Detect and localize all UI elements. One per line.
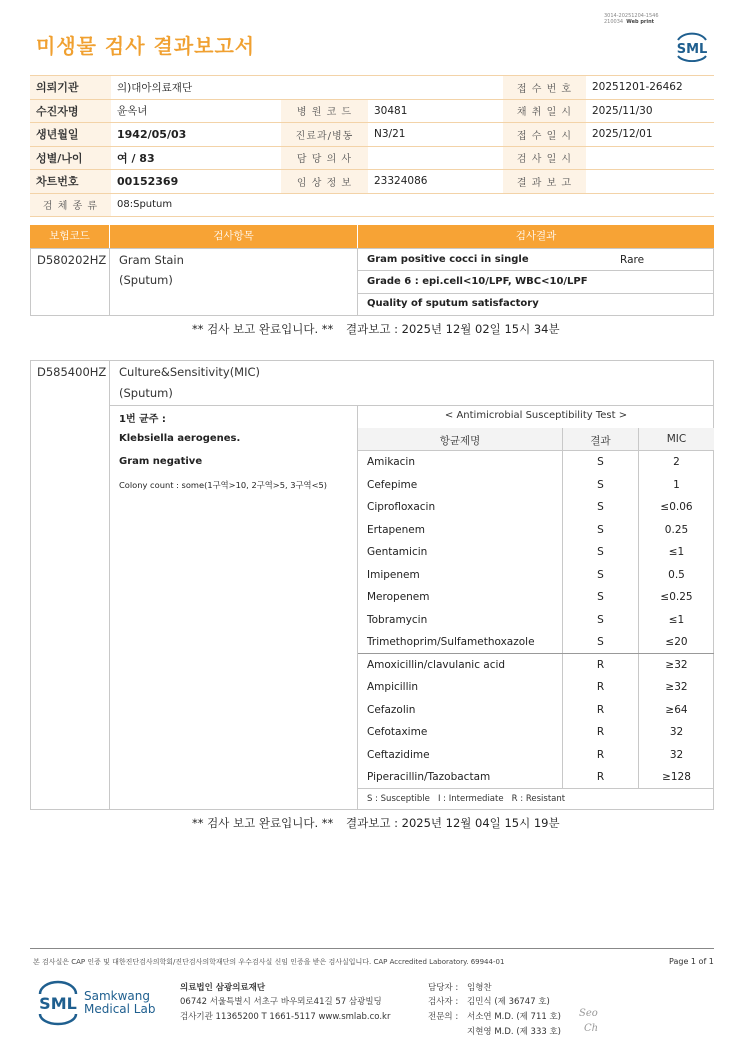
value-birth-date: 1942/05/03	[111, 123, 281, 147]
ast-result: R	[596, 681, 605, 693]
label-chart-no: 차트번호	[30, 170, 111, 194]
label-report-date: 결 과 보 고	[503, 170, 586, 194]
staff-value-3: 서소연 M.D. (제 711 호)	[467, 1012, 562, 1022]
staff-label-3: 전문의 :	[428, 1012, 459, 1022]
value-clinical-info: 23324086	[368, 170, 503, 194]
gram-specimen: (Sputum)	[119, 273, 173, 287]
page-number: Page 1 of 1	[669, 957, 714, 966]
ast-drug-name: Cefepime	[367, 478, 418, 491]
info-row	[30, 76, 714, 100]
ast-drug-name: Tobramycin	[367, 613, 428, 626]
ast-drug-name: Ampicillin	[367, 681, 419, 693]
footer-divider	[30, 948, 714, 949]
org-address: 06742 서울특별시 서초구 바우뫼로41길 57 삼광빌딩	[180, 997, 382, 1007]
label-requester: 의뢰기관	[30, 76, 111, 100]
ast-mic: ≥128	[662, 771, 691, 783]
divider	[358, 450, 714, 451]
label-sex-age: 성별/나이	[30, 146, 111, 170]
ast-drug-name: Ertapenem	[367, 523, 425, 536]
ast-result: S	[597, 456, 604, 468]
ast-header-mic: MIC	[666, 433, 687, 445]
ast-result: S	[597, 636, 604, 648]
ast-mic: 0.5	[668, 568, 685, 581]
label-test-date: 검 사 일 시	[503, 146, 586, 170]
ast-drug-name: Amikacin	[367, 456, 416, 468]
info-row	[30, 193, 714, 217]
ast-drug-name: Cefazolin	[367, 703, 416, 716]
column-header-code: 보험코드	[30, 225, 109, 248]
label-accession-no: 접 수 번 호	[503, 76, 586, 100]
value-department: N3/21	[368, 123, 503, 147]
culture-specimen: (Sputum)	[119, 386, 173, 400]
svg-text:SML: SML	[676, 42, 708, 57]
ast-drug-name: Amoxicillin/clavulanic acid	[367, 658, 506, 671]
divider	[357, 405, 358, 810]
gram-code: D580202HZ	[37, 253, 107, 267]
divider	[109, 360, 110, 810]
ast-mic: 2	[673, 456, 680, 468]
gram-test-name: Gram Stain	[119, 253, 184, 267]
gram-report-time: 결과보고 : 2025년 12월 02일 15시 34분	[346, 322, 560, 336]
ast-drug-name: Imipenem	[367, 568, 420, 581]
value-collection-date: 2025/11/30	[586, 99, 714, 123]
value-chart-no: 00152369	[111, 170, 281, 194]
label-clinical-info: 임 상 정 보	[281, 170, 368, 194]
org-name: 의료법인 삼광의료재단	[180, 983, 266, 993]
column-header-item: 검사항목	[110, 225, 357, 248]
label-patient-name: 수진자명	[30, 99, 111, 123]
ast-mic: 1	[673, 478, 680, 491]
gram-result-2: Grade 6 : epi.cell<10/LPF, WBC<10/LPF	[367, 276, 588, 287]
organism-name: Klebsiella aerogenes.	[119, 433, 241, 444]
signature-1: Seo	[579, 1008, 598, 1019]
label-physician: 담 당 의 사	[281, 146, 368, 170]
samkwang-logo-icon	[36, 978, 80, 1026]
signature-2: Ch	[584, 1023, 599, 1034]
ast-result: S	[597, 568, 604, 581]
ast-mic: 32	[669, 748, 684, 761]
culture-report-time: 결과보고 : 2025년 12월 04일 15시 19분	[346, 816, 560, 830]
ast-header-result: 결과	[590, 435, 611, 447]
info-row	[30, 170, 714, 194]
culture-test-name: Culture&Sensitivity(MIC)	[119, 365, 261, 379]
ast-result: S	[597, 501, 604, 513]
label-received-date: 접 수 일 시	[503, 123, 586, 147]
value-hospital-code: 30481	[368, 99, 503, 123]
divider	[358, 788, 714, 789]
gram-done-message: ** 검사 보고 완료입니다. **	[192, 322, 334, 336]
gram-type: Gram negative	[119, 456, 203, 467]
ast-drug-name: Ceftazidime	[367, 748, 430, 761]
column-header-result: 검사결과	[358, 225, 714, 248]
value-accession-no: 20251201-26462	[586, 76, 714, 100]
ast-mic: ≤0.25	[660, 591, 693, 603]
svg-text:SML: SML	[39, 994, 77, 1013]
label-specimen-type: 검 체 종 류	[30, 193, 111, 217]
value-report-date	[586, 170, 714, 194]
ast-result: S	[597, 523, 604, 536]
info-row	[30, 99, 714, 123]
report-title: 미생물 검사 결과보고서	[36, 34, 256, 58]
ast-result: R	[596, 726, 605, 738]
ast-legend: S : Susceptible I : Intermediate R : Resistant	[367, 794, 566, 804]
staff-value-2: 김민식 (제 36747 호)	[467, 997, 550, 1007]
ast-drug-name: Piperacillin/Tazobactam	[367, 771, 491, 783]
ast-mic: ≤20	[665, 636, 688, 648]
company-name: Samkwang Medical Lab	[84, 989, 156, 1016]
staff-value-1: 임형찬	[467, 983, 492, 993]
value-test-date	[586, 146, 714, 170]
value-patient-name: 윤옥녀	[111, 99, 281, 123]
gram-result-1-grade: Rare	[620, 254, 645, 266]
divider	[109, 248, 110, 316]
ast-header-drug: 항균제명	[439, 435, 481, 447]
divider	[357, 248, 358, 316]
accreditation-note: 본 검사실은 CAP 인증 및 대한진단검사의학회/진단검사의학재단의 우수검사실 신임 인증을 받은 검사실입니다. CAP Accredited Laboratory. 69944-01	[33, 958, 505, 966]
label-collection-date: 채 취 일 시	[503, 99, 586, 123]
divider	[358, 653, 714, 654]
ast-drug-name: Cefotaxime	[367, 726, 428, 738]
sml-logo-icon	[672, 28, 712, 62]
gram-result-3: Quality of sputum satisfactory	[367, 298, 539, 309]
gram-result-1: Gram positive cocci in single	[367, 254, 529, 265]
ast-result: S	[597, 591, 604, 603]
value-physician	[368, 146, 503, 170]
ast-mic: 0.25	[664, 523, 689, 536]
ast-drug-name: Gentamicin	[367, 546, 428, 558]
label-department: 진료과/병동	[281, 123, 368, 147]
divider	[358, 293, 714, 294]
ast-result: R	[596, 748, 605, 761]
staff-label-1: 담당자 :	[428, 983, 459, 993]
ast-result: R	[596, 658, 605, 671]
value-received-date: 2025/12/01	[586, 123, 714, 147]
print-id: 3014-20251204-1546 210034 Web print	[604, 13, 659, 25]
ast-result: S	[597, 613, 604, 626]
ast-result: S	[597, 546, 604, 558]
ast-result: R	[596, 771, 605, 783]
staff-label-2: 검사자 :	[428, 997, 459, 1007]
culture-done-message: ** 검사 보고 완료입니다. **	[192, 816, 334, 830]
ast-mic: ≤0.06	[660, 501, 693, 513]
culture-code: D585400HZ	[37, 365, 107, 379]
ast-result: R	[596, 703, 605, 716]
ast-drug-name: Trimethoprim/Sulfamethoxazole	[367, 636, 535, 648]
org-contact: 검사기관 11365200 T 1661-5117 www.smlab.co.kr	[180, 1012, 391, 1022]
ast-mic: ≥32	[665, 658, 688, 671]
divider	[358, 270, 714, 271]
info-row	[30, 123, 714, 147]
colony-count: Colony count : some(1구역>10, 2구역>5, 3구역<5)	[119, 480, 328, 490]
value-specimen-type: 08:Sputum	[111, 193, 714, 217]
ast-drug-name: Meropenem	[367, 591, 430, 603]
label-birth-date: 생년월일	[30, 123, 111, 147]
ast-mic: ≤1	[668, 613, 685, 626]
value-requester: 의)대아의료재단	[111, 76, 503, 100]
ast-title: < Antimicrobial Susceptibility Test >	[444, 410, 628, 421]
divider	[110, 405, 714, 406]
info-row	[30, 146, 714, 170]
label-hospital-code: 병 원 코 드	[281, 99, 368, 123]
ast-result: S	[597, 478, 604, 491]
ast-mic: 32	[669, 726, 684, 738]
staff-value-4: 지현영 M.D. (제 333 호)	[467, 1027, 562, 1037]
strain-label: 1번 균주 :	[119, 414, 166, 425]
ast-drug-name: Ciprofloxacin	[367, 501, 436, 513]
patient-info-table	[30, 75, 714, 217]
ast-mic: ≥64	[665, 703, 688, 716]
ast-mic: ≥32	[665, 681, 688, 693]
value-sex-age: 여 / 83	[111, 146, 281, 170]
ast-mic: ≤1	[668, 546, 685, 558]
